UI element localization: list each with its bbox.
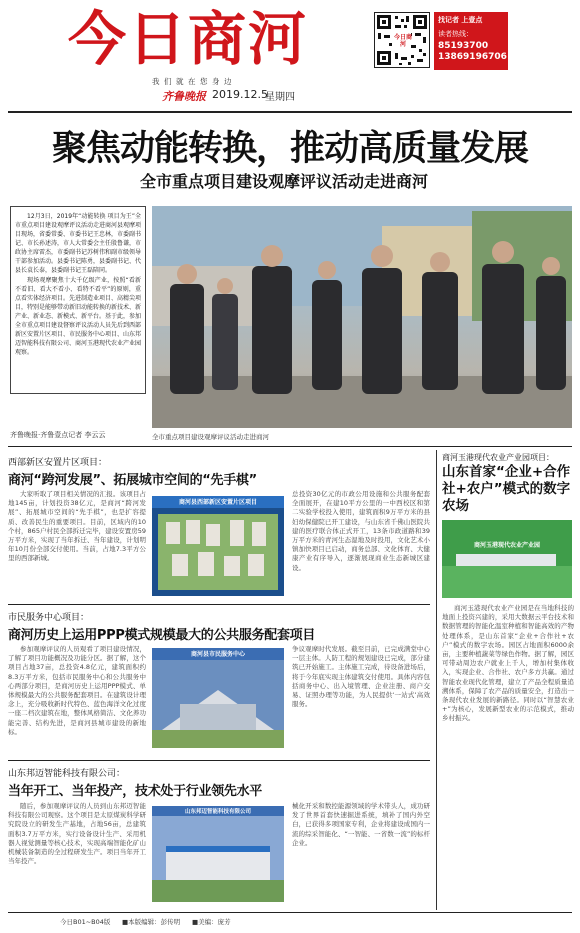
lead-paragraph-2: 现场观摩聚焦十大千亿级产业，按照“看新不看旧、看大不看小、看特不看平”的原则，重点看实体经济项目。先进制造业项目、高精尖项目，特别是能够带动新旧动能转换的新技术、新产业、新业态、新模式、新平台。基于此，参加全市重点项目建设督察评议活动人员先后到西部新区安置片区项目、市民服务中心项目、山东邦迈智能科技有限公司、商河玉港现代农业产业园观察。 xyxy=(15,277,142,356)
footer-divider xyxy=(8,912,572,913)
section2-rendering xyxy=(152,660,284,748)
section1-text-right-box xyxy=(292,490,430,602)
sub-headline: 全市重点项目建设观摩评议活动走进商河 xyxy=(140,172,429,191)
contact-box xyxy=(434,12,508,70)
lead-box xyxy=(10,206,146,394)
sidebar-label: 商河玉港现代农业产业园项目： xyxy=(442,453,554,462)
section2-text-right: 争议观摩时代发展。截至目前，已完成满堂中心一层主体。人防工程的规划建设已完成，部分建筑已开始施工。主体施工完成，待设备进场后，将于今年底实现主体建筑交付使用。具体内容包括商务中心、出入境管理、企业注册、商户交易、证照办理等功能，为人民提供‘一站式’高效服务。 xyxy=(292,645,430,709)
qr-caption: 今日商河 xyxy=(394,34,413,48)
masthead-title: 今日商河 xyxy=(68,5,309,73)
footer-page-range: 今日B01~B04版 xyxy=(60,918,111,926)
sidebar-panel xyxy=(442,520,572,598)
section1-text-left: 大家听取了项目相关情况的汇报。该项目占地145亩，计划投资38亿元，是商河“跨河发展”、拓展城市空间的“先手棋”，也是扩容提质、改善民生的重要项目。目前，区域内的10个村，865户村民全部拆迁完毕，建设安置房59万平方米，实现了当年拆迁、当年建设，计划明年10月份全部交付使用。当前，占地7.3平方公里的西部新城。 xyxy=(8,490,146,563)
masthead xyxy=(0,0,580,112)
section3-headline: 当年开工、当年投产，技术处于行业领先水平 xyxy=(8,784,263,799)
sidebar-divider xyxy=(436,450,437,910)
section1-text-right: 总投资30亿元的市政公用设施和公共服务配套全面展开，在建10平方公里的一中西校区和第二实验学校投入使用，建筑面积9万平方米的县妇幼保健院已开工建设，与山东省千佛山医院共建的医疗联合体正式开工，13条市政道路和39万平方米的青河生态湿地及时投用，文化艺术小镇加快项目已启动，商务总部、文化体育、大健康产业有序导入，逐渐展现商业生态新城区建设。 xyxy=(292,490,430,572)
masthead-divider xyxy=(8,111,572,113)
section3-text-right: 械化开采和数控能源领域的学术带头人，成功研发了世界首套快速掘进系统，填补了国内外空白，已获得多项国家专利，企业将建设成国内一流的综采智能化、“一智能、一省数一流”的标杆企业。 xyxy=(292,802,430,847)
hotline-phone-1: 85193700 xyxy=(438,41,489,51)
sidebar-text: 商河玉港现代农业产业园是在当地科技的地面上投资兴建的，采用大数据云平台技术和数据管理的智能化温室种植和智能高效的产物处理体系，是山东首家“企业+合作社+农户”模式的数字农场。园区占地面积6000余亩，主要种植蔬菜等绿色作物。据了解，园区可带动周边农户就业上千人，增加村集体收入，实现企业、合作社、农户多方共赢。通过智能农业现代化管理，建立了产品全程质量追溯体系，保障了农产品的质量安全，打造出一条现代农业发展的新路径。同时以“智慧农业+”为核心，发展新型农业的示范模式，推动乡村振兴。 xyxy=(442,604,574,723)
section2-panel-title: 商河县市民服务中心 xyxy=(190,651,245,658)
masthead-slogan: 我们就在您身边 xyxy=(152,77,236,86)
divider-2 xyxy=(8,604,430,605)
footer-designer: ■美编：庞芳 xyxy=(192,918,231,926)
issue-date: 2019.12.5 xyxy=(212,88,268,101)
reporter-label: 找记者 上壹点 xyxy=(438,16,483,24)
photo-scene xyxy=(152,206,572,428)
section3-rendering xyxy=(152,816,284,902)
section2-panel xyxy=(152,648,284,748)
section2-text-left: 参加观摩评议的人员观看了项目建设情况，了解了项目功能概况及功能分区。据了解，这个项目占地37亩，总投资4.8亿元，建筑面积约8.3万平方米，包括市民服务中心和公共服务中心两部分项目，是商河历史上运用PPP模式、单体规模最大的公共服务配套项目。在建筑设计理念上，充分吸收新时代特色、蓝色海洋文化过度一座二档次建筑在地，整体风格简洁、文化养功能完善、结构先进，是商河县城市建设的新地标。 xyxy=(8,645,146,736)
footer-editor: ■本版编辑：彭传明 xyxy=(122,918,181,926)
sidebar-rendering xyxy=(442,520,572,598)
section2-text-right-box xyxy=(292,645,430,757)
section1-text-left-box xyxy=(8,490,146,602)
section2-headline: 商河历史上运用PPP模式规模最大的公共服务配套项目 xyxy=(8,628,316,643)
paper-name: 齐鲁晚报 xyxy=(162,90,206,103)
section2-text-left-box xyxy=(8,645,146,757)
qr-code xyxy=(374,12,430,68)
hotline-label: 读者热线： xyxy=(438,30,473,38)
section2-label: 市民服务中心项目： xyxy=(8,613,90,623)
sidebar-headline: 山东首家“企业+合作社+农户”模式的数字农场 xyxy=(442,464,571,514)
section3-text-left: 随后，参加观摩评议的人员到山东邦迈智能科技有限公司观察。这个项目是太原煤炭科学研究院设立的研发生产基地，占地56亩，总建筑面积3.7万平方米，实行设备设计生产、采用机器人视觉测量等核心技术，实现高端智能化矿山机械装备制造的全过程研发生产。项目当年开工当年投产。 xyxy=(8,802,146,866)
sidebar-text-box xyxy=(442,604,574,906)
section3-text-right-box xyxy=(292,802,430,906)
section3-text-left-box xyxy=(8,802,146,906)
top-photo-caption: 全市重点项目建设观摩评议活动走进商河 xyxy=(152,433,269,441)
lead-byline: 齐鲁晚报·齐鲁壹点记者 李云云 xyxy=(10,431,106,439)
section1-panel-title: 商河县西部新区安置片区项目 xyxy=(178,499,257,506)
section1-headline: 商河“跨河发展”、拓展城市空间的“先手棋” xyxy=(8,473,257,488)
lead-paragraph-1: 12月3日，2019年“动能转换 项目为王”全市重点项目建设观摩评议活动走进商河县观摩项目现场，省委常委、市委书记王忠林，市委副书记、市长孙述涛，市人大常委会主任殷鲁谦，市政协主席雷杰，市委副书记苏树伟和副市级领导干部参加活动。县委书记陈勇，县委副书记、代县长袁长泰，县委副书记王磊陪同。 xyxy=(15,213,142,274)
divider-1 xyxy=(8,446,572,447)
top-photo xyxy=(152,206,572,428)
divider-3 xyxy=(8,760,430,761)
section3-panel-title: 山东邦迈智能科技有限公司 xyxy=(184,809,251,815)
issue-weekday: 星期四 xyxy=(265,92,295,103)
main-headline: 聚焦动能转换，推动高质量发展 xyxy=(51,129,528,169)
section1-rendering xyxy=(152,508,284,596)
section1-label: 西部新区安置片区项目： xyxy=(8,458,108,468)
section1-panel xyxy=(152,496,284,596)
section3-panel xyxy=(152,806,284,902)
sidebar-panel-title: 商河玉港现代农业产业园 xyxy=(473,542,540,549)
hotline-phone-2: 13869196706 xyxy=(438,52,507,62)
section3-label: 山东邦迈智能科技有限公司： xyxy=(8,769,126,779)
